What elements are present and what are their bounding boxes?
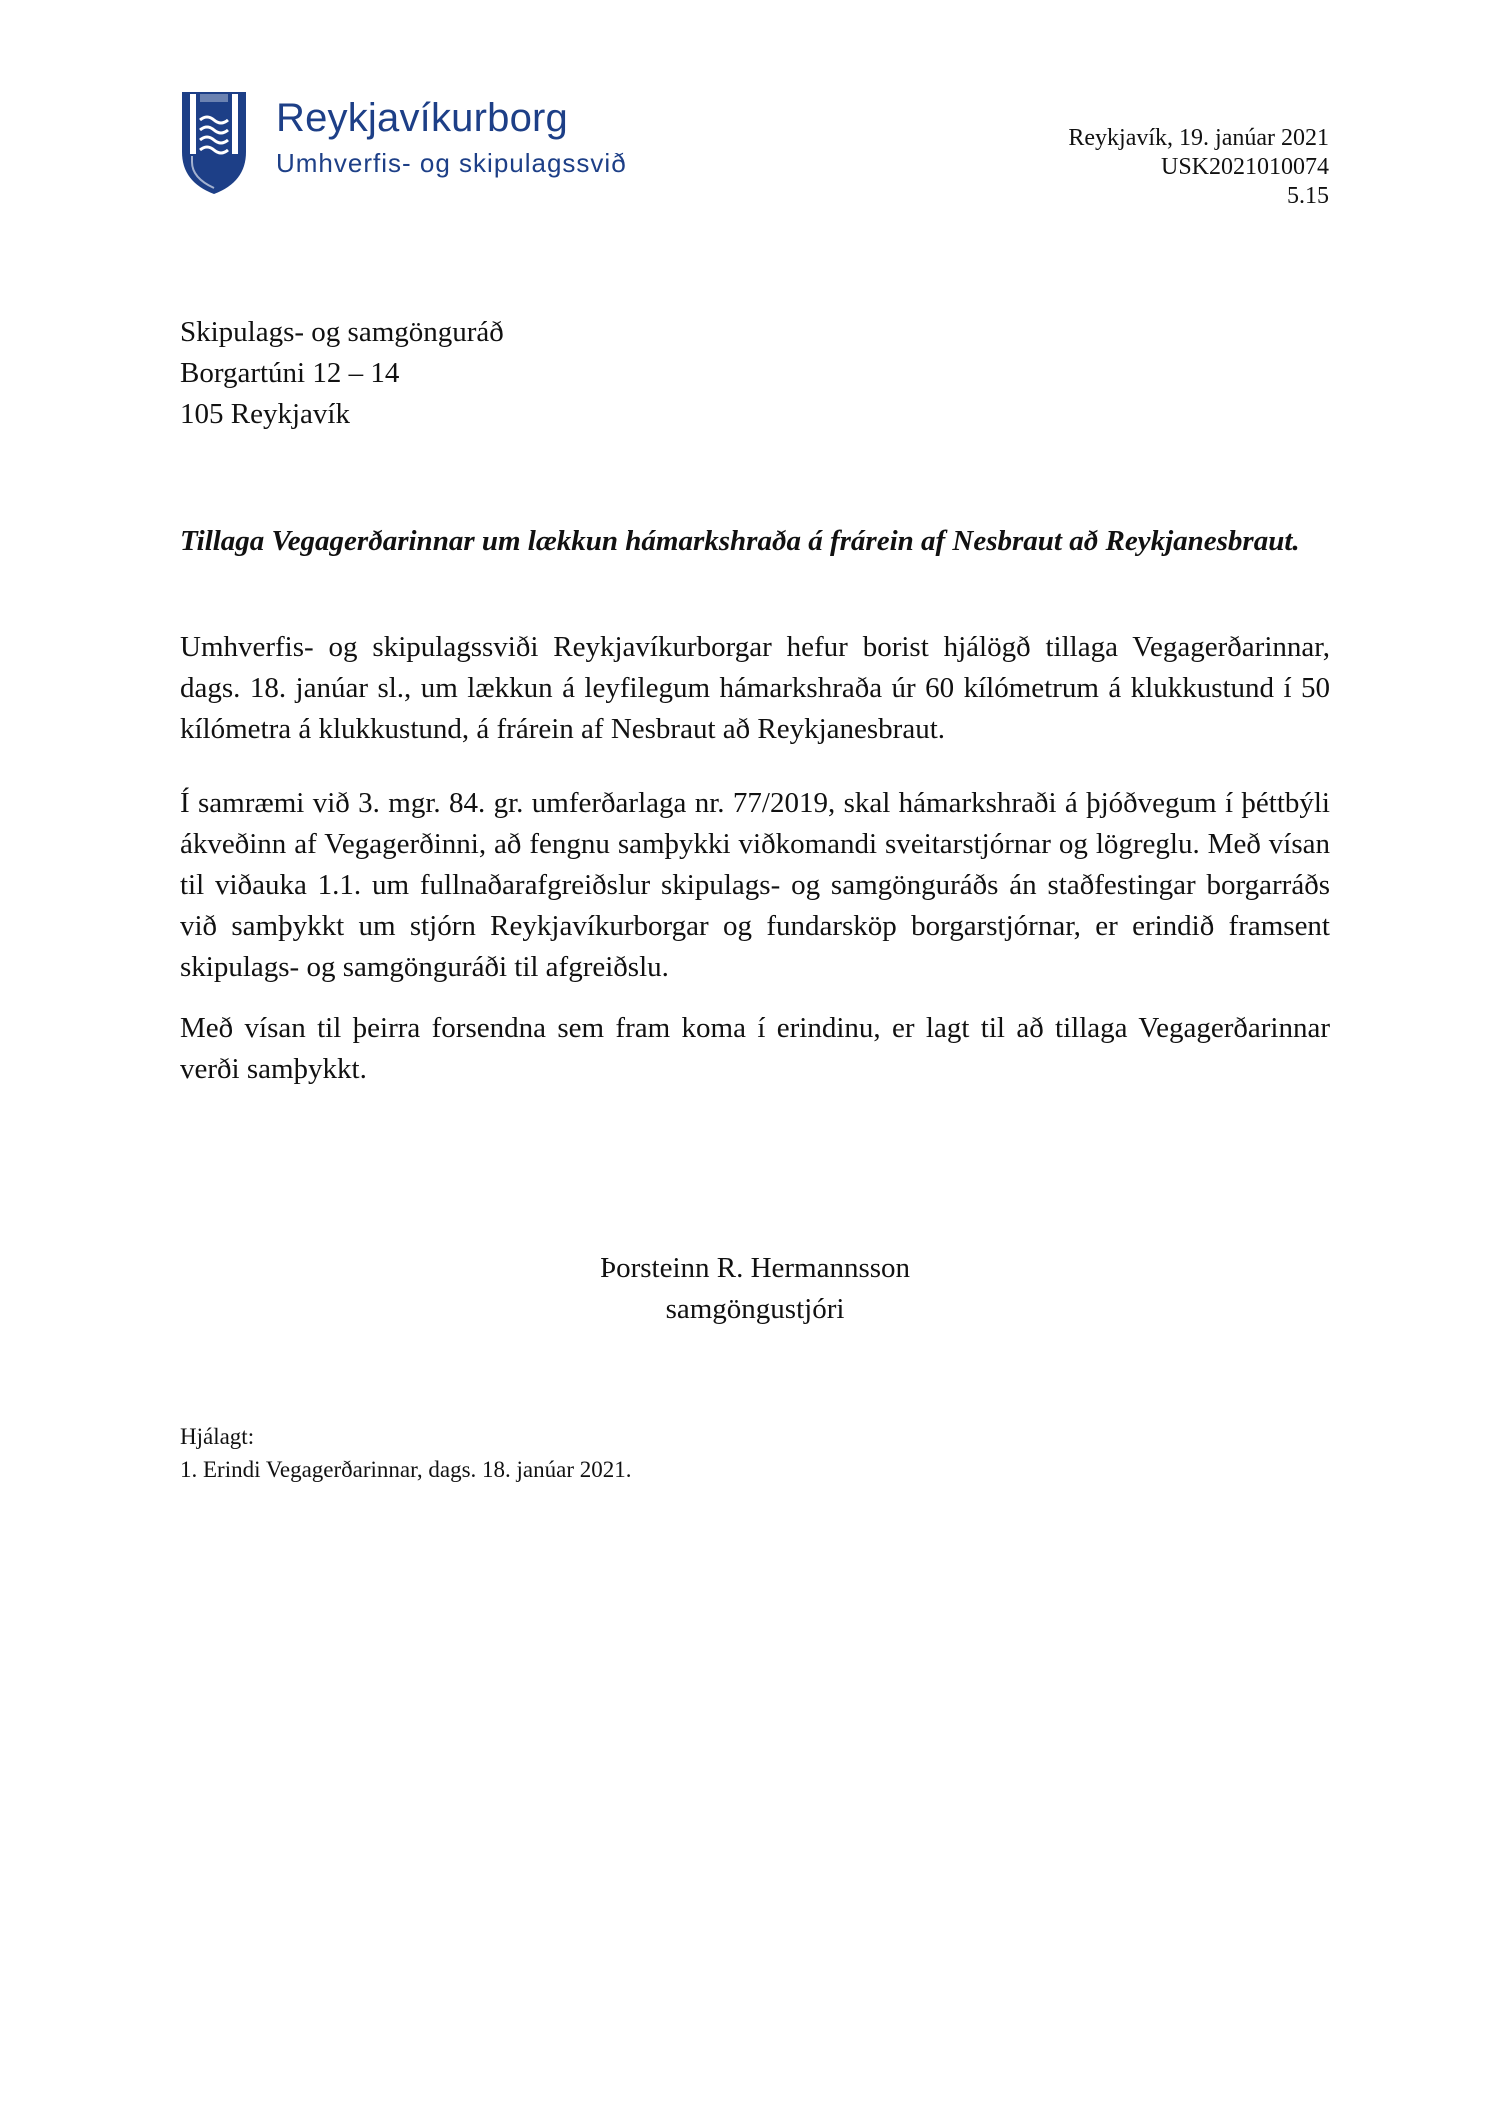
body-paragraph: Í samræmi við 3. mgr. 84. gr. umferðarlaga nr. 77/2019, skal hámarkshraði á þjóðvegum í þéttbýli ákveðinn af Vegagerðinni, að fengnu samþykki viðkomandi sveitarstjórnar og lögreglu. Með vísan til viðauka 1.1. um fullnaðarafgreiðslur skipulags- og samgönguráðs án staðfestingar borgarráðs við samþykkt um stjórn Reykjavíkurborgar og fundarsköp borgarstjórnar, er erindið framsent skipulags- og samgönguráði til afgreiðslu. [180, 787, 1330, 983]
logo-organization-name: Reykjavíkurborg [276, 96, 569, 140]
letter-meta [1068, 124, 1329, 211]
recipient-address [180, 312, 504, 435]
signatory-name: Þorsteinn R. Hermannsson [599, 1252, 911, 1284]
reykjavik-shield-icon [180, 90, 248, 196]
case-number: USK2021010074 [1160, 154, 1329, 180]
item-number: 5.15 [1287, 183, 1329, 209]
attachments-label: Hjálagt: [180, 1424, 255, 1449]
attachments [180, 1420, 632, 1486]
reykjavik-logo [180, 90, 627, 200]
recipient-city: 105 Reykjavík [180, 398, 350, 430]
body-paragraph: Umhverfis- og skipulagssviði Reykjavíkurborgar hefur borist hjálögð tillaga Vegagerðarinnar, dags. 18. janúar sl., um lækkun á leyfilegum hámarkshraða úr 60 kílómetrum á klukkustund í 50 kílómetra á klukkustund, á frárein af Nesbraut að Reykjanesbraut. [180, 631, 1330, 745]
date-line: Reykjavík, 19. janúar 2021 [1068, 125, 1329, 151]
letter-subject: Tillaga Vegagerðarinnar um lækkun hámarkshraða á frárein af Nesbraut að Reykjanesbraut. [180, 525, 1300, 557]
attachment-item: 1. Erindi Vegagerðarinnar, dags. 18. janúar 2021. [180, 1457, 632, 1482]
signatory-title: samgöngustjóri [665, 1293, 845, 1325]
logo-department-name: Umhverfis- og skipulagssvið [276, 148, 627, 178]
recipient-street: Borgartúni 12 – 14 [180, 357, 400, 389]
signature-block [180, 1248, 1330, 1330]
body-paragraph: Með vísan til þeirra forsendna sem fram koma í erindinu, er lagt til að tillaga Vegagerðarinnar verði samþykkt. [180, 1012, 1330, 1085]
recipient-name: Skipulags- og samgönguráð [180, 316, 504, 348]
